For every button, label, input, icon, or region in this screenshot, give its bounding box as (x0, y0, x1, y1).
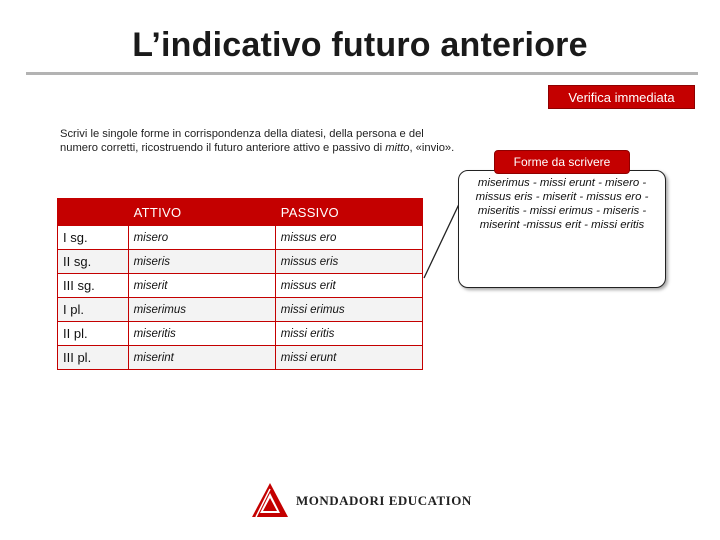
person-cell: I pl. (58, 298, 129, 322)
passivo-cell[interactable]: missi erunt (275, 346, 422, 370)
table-row (58, 298, 423, 322)
passivo-cell[interactable]: missi erimus (275, 298, 422, 322)
slide-title: L’indicativo futuro anteriore (132, 26, 588, 64)
instructions-before: Scrivi le singole forme in corrispondenza della diatesi, della persona e del numero corretti, ricostruendo il futuro anteriore attivo e passivo di (60, 128, 424, 154)
forme-da-scrivere-box[interactable] (458, 170, 666, 288)
forme-da-scrivere-label: Forme da scrivere (494, 150, 630, 174)
title-divider (26, 72, 698, 75)
instructions-verb: mitto (385, 142, 410, 154)
header-passivo: PASSIVO (275, 199, 422, 226)
mondadori-rose-logo-icon (250, 481, 290, 519)
passivo-cell[interactable]: missus eris (275, 250, 422, 274)
table-row (58, 274, 423, 298)
attivo-cell[interactable]: miserimus (128, 298, 275, 322)
instructions-text (60, 127, 460, 155)
attivo-cell[interactable]: miseris (128, 250, 275, 274)
person-cell: II pl. (58, 322, 129, 346)
passivo-cell[interactable]: missus erit (275, 274, 422, 298)
person-cell: III sg. (58, 274, 129, 298)
table-row (58, 226, 423, 250)
table-row (58, 250, 423, 274)
forme-list[interactable]: miserimus - missi erunt - misero - missus eris - miserit - missus ero - miseritis - missi erimus - miseris - miserint -missus erit - missi eritis (475, 177, 649, 231)
person-cell: I sg. (58, 226, 129, 250)
attivo-cell[interactable]: miseritis (128, 322, 275, 346)
table-row (58, 322, 423, 346)
attivo-cell[interactable]: miserint (128, 346, 275, 370)
attivo-cell[interactable]: miserit (128, 274, 275, 298)
verifica-immediata-button[interactable]: Verifica immediata (548, 85, 695, 109)
conjugation-table (57, 198, 423, 370)
passivo-cell[interactable]: missus ero (275, 226, 422, 250)
header-person (58, 199, 129, 226)
person-cell: III pl. (58, 346, 129, 370)
instructions-after: , «invio». (409, 142, 455, 154)
header-attivo: ATTIVO (128, 199, 275, 226)
mondadori-logo (250, 481, 472, 519)
table-header-row (58, 199, 423, 226)
attivo-cell[interactable]: misero (128, 226, 275, 250)
passivo-cell[interactable]: missi eritis (275, 322, 422, 346)
logo-text: MONDADORI EDUCATION (296, 493, 472, 508)
person-cell: II sg. (58, 250, 129, 274)
callout-connector (423, 200, 461, 280)
table-row (58, 346, 423, 370)
